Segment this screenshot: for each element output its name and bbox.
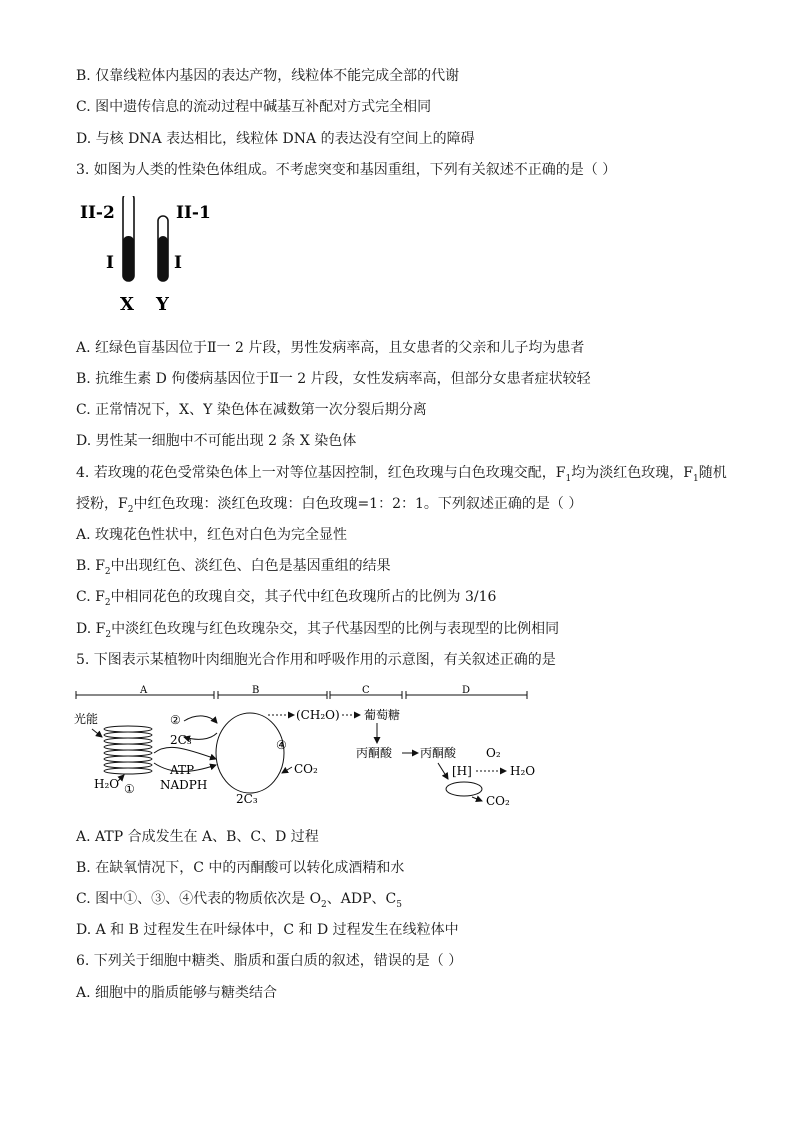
pyruvate-1-label: 丙酮酸	[356, 746, 393, 760]
section-d-label: D	[462, 685, 471, 696]
co2-out-label: CO₂	[486, 794, 510, 808]
label-ii-1: II-1	[176, 203, 211, 223]
x-chromosome-segment-i	[123, 236, 134, 281]
pyruvate-2-label: 丙酮酸	[420, 746, 457, 760]
label-x-segment-i: I	[106, 253, 114, 273]
option-2d: D. 与核 DNA 表达相比，线粒体 DNA 的表达没有空间上的障碍	[76, 131, 475, 147]
option-3b: B. 抗维生素 D 佝偻病基因位于Ⅱ一 2 片段，女性发病率高，但部分女患者症状较轻	[76, 371, 591, 387]
option-2c: C. 图中遗传信息的流动过程中碱基互补配对方式完全相同	[76, 99, 432, 115]
h-label: [H]	[452, 764, 472, 778]
h2o-out-label: H₂O	[510, 764, 536, 778]
option-3a: A. 红绿色盲基因位于Ⅱ一 2 片段，男性发病率高，且女患者的父亲和儿子均为患者	[76, 340, 585, 356]
option-4c: C. $F_2$中相同花色的玫瑰自交，其子代中红色玫瑰所占的比例为 3/16	[76, 589, 497, 608]
option-5d: D. A 和 B 过程发生在叶绿体中，C 和 D 过程发生在线粒体中	[76, 922, 459, 938]
option-2b: B. 仅靠线粒体内基因的表达产物，线粒体不能完成全部的代谢	[76, 68, 460, 84]
co2-label: CO₂	[294, 762, 318, 776]
section-a-label: A	[140, 685, 148, 696]
light-energy-label: 光能	[74, 712, 99, 726]
krebs-cycle	[446, 782, 482, 796]
option-4a: A. 玫瑰花色性状中，红色对白色为完全显性	[76, 527, 348, 543]
calvin-cycle	[216, 713, 284, 793]
question-4-stem-cont: 授粉，$F_2$中红色玫瑰：淡红色玫瑰：白色玫瑰=1：2：1。下列叙述正确的是（ ）	[76, 496, 583, 515]
question-5-stem: 5. 下图表示某植物叶肉细胞光合作用和呼吸作用的示意图，有关叙述正确的是	[76, 652, 556, 668]
circle-4-label: ④	[276, 738, 287, 752]
option-6a: A. 细胞中的脂质能够与糖类结合	[76, 985, 278, 1001]
section-b-label: B	[252, 685, 260, 696]
thylakoid-stack	[104, 726, 152, 774]
label-y-segment-i: I	[174, 253, 182, 273]
circle-3-label: 2C₃	[170, 733, 192, 747]
question-6-stem: 6. 下列关于细胞中糖类、脂质和蛋白质的叙述，错误的是（ ）	[76, 953, 463, 969]
circle-1-label: ①	[124, 782, 135, 796]
ch2o-label: (CH₂O)	[296, 708, 340, 722]
option-3c: C. 正常情况下，X、Y 染色体在减数第一次分裂后期分离	[76, 402, 427, 418]
h2o-label: H₂O	[94, 777, 120, 791]
photosynthesis-respiration-figure	[72, 683, 542, 813]
glucose-label: 葡萄糖	[364, 708, 401, 722]
option-4d: D. $F_2$中淡红色玫瑰与红色玫瑰杂交，其子代基因型的比例与表现型的比例相同	[76, 621, 560, 640]
circle-2-label: ②	[170, 713, 181, 727]
option-5b: B. 在缺氧情况下，C 中的丙酮酸可以转化成酒精和水	[76, 860, 405, 876]
option-3d: D. 男性某一细胞中不可能出现 2 条 X 染色体	[76, 433, 357, 449]
option-5c: C. 图中①、③、④代表的物质依次是 $O_2$、ADP、$C_5$	[76, 891, 402, 910]
2c3-label: 2C₃	[236, 792, 258, 806]
nadph-label: NADPH	[160, 778, 208, 792]
option-4b: B. $F_2$中出现红色、淡红色、白色是基因重组的结果	[76, 558, 391, 577]
sex-chromosome-figure	[80, 196, 230, 318]
label-ii-2: II-2	[80, 203, 115, 223]
y-chromosome-segment-i	[158, 236, 168, 281]
question-4-stem: 4. 若玫瑰的花色受常染色体上一对等位基因控制，红色玫瑰与白色玫瑰交配，$F_1$均为淡红色玫瑰，$F_1$随机	[76, 465, 727, 484]
section-c-label: C	[362, 685, 370, 696]
o2-label: O₂	[486, 746, 501, 760]
label-y: Y	[156, 294, 169, 315]
atp-label: ATP	[170, 763, 195, 777]
option-5a: A. ATP 合成发生在 A、B、C、D 过程	[76, 829, 319, 845]
label-x: X	[120, 294, 134, 315]
question-3-stem: 3. 如图为人类的性染色体组成。不考虑突变和基因重组，下列有关叙述不正确的是（ ）	[76, 162, 617, 178]
